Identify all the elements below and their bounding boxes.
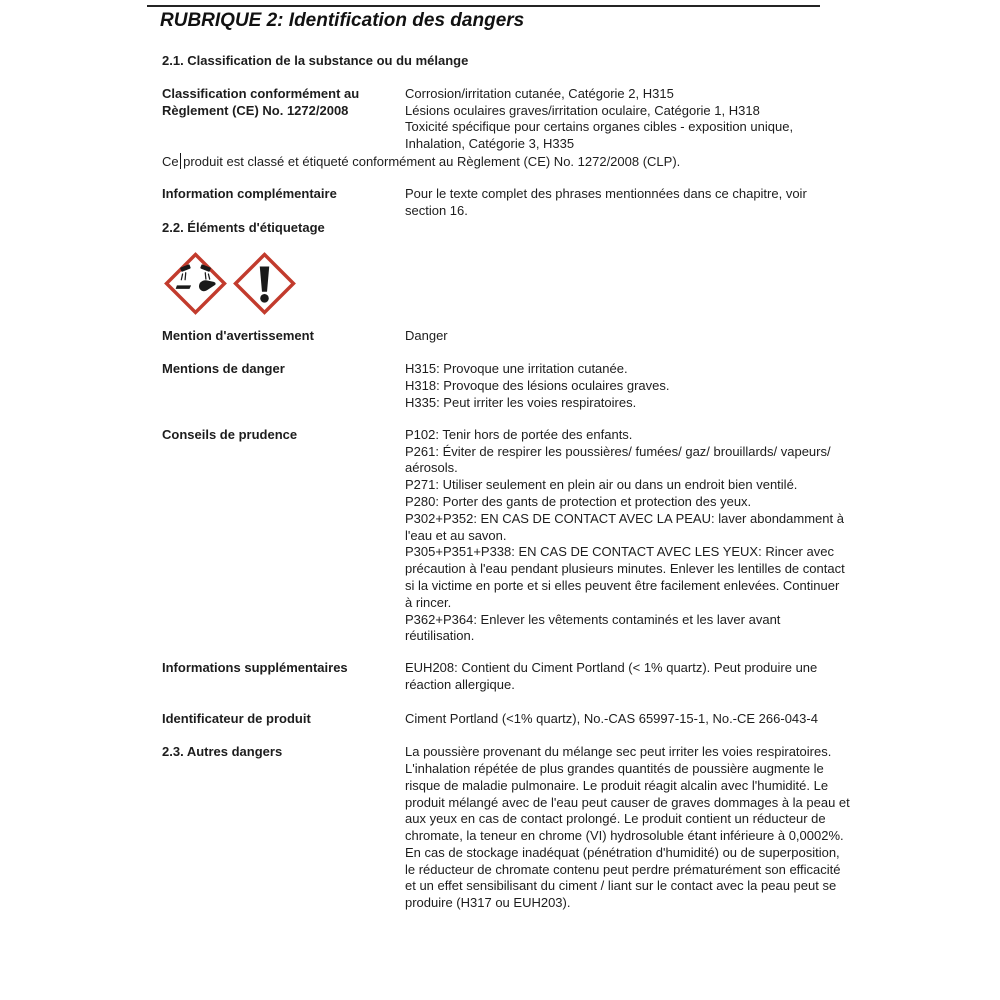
text-cursor xyxy=(180,153,182,169)
other-hazards-text: La poussière provenant du mélange sec peut irriter les voies respiratoires. L'inhalation répétée de plus grandes quantités de poussière augmente le risque de maladie pulmonaire. Le produit réagit alcalin avec l'humidité. Le produit mélangé avec de l'eau peut causer de graves dommages à la peau et aux yeux en cas de contact prolongé. Le produit contient un réducteur de chromate, la teneur en chrome (VI) hydrosoluble étant inférieure à 0,0002%. En cas de stockage inadéquat (pénétration d'humidité) ou de superposition, le réducteur de chromate contenu peut perdre prématurément son efficacité et un effet sensibilisant du ciment / liant sur le contact avec la peau peut se produire (H317 ou EUH203). xyxy=(405,744,850,911)
hazard-statement: H335: Peut irriter les voies respiratoires. xyxy=(405,394,637,410)
other-hazards-row xyxy=(162,744,854,912)
ghs05-corrosion-icon xyxy=(164,252,227,315)
additional-info-row xyxy=(162,186,854,220)
section-title: RUBRIQUE 2: Identification des dangers xyxy=(160,10,525,31)
ghs07-exclamation-icon xyxy=(233,252,296,315)
clp-statement-text-after: produit est classé et étiqueté conformément au Règlement (CE) No. 1272/2008 (CLP). xyxy=(183,153,681,169)
heading-2-2: 2.2. Éléments d'étiquetage xyxy=(162,220,325,236)
precautionary-statement: P305+P351+P338: EN CAS DE CONTACT AVEC LES YEUX: Rincer avec précaution à l'eau pendant plusieurs minutes. Enlever les lentilles de contact si la victime en porte et si elles peuvent être facilement enlevées. Continuer à rincer. xyxy=(405,544,845,610)
signal-word-label: Mention d'avertissement xyxy=(162,328,314,344)
additional-info-label: Information complémentaire xyxy=(162,185,337,201)
product-identifier-label: Identificateur de produit xyxy=(162,710,311,726)
ghs-pictograms xyxy=(164,252,854,315)
additional-info-value: Pour le texte complet des phrases mentionnées dans ce chapitre, voir section 16. xyxy=(405,185,807,218)
clp-statement[interactable] xyxy=(162,153,854,171)
supplementary-info-row xyxy=(162,660,854,694)
signal-word-value: Danger xyxy=(405,328,448,344)
hazard-statement: H315: Provoque une irritation cutanée. xyxy=(405,360,628,376)
hazard-statements-list xyxy=(405,361,850,411)
precautionary-statement: P261: Éviter de respirer les poussières/ fumées/ gaz/ brouillards/ vapeurs/ aérosols. xyxy=(405,443,831,476)
classification-entry: Corrosion/irritation cutanée, Catégorie 2, H315 xyxy=(405,85,674,101)
precautionary-statement: P280: Porter des gants de protection et protection des yeux. xyxy=(405,494,752,510)
precautionary-statement: P102: Tenir hors de portée des enfants. xyxy=(405,426,633,442)
precautionary-statements-label: Conseils de prudence xyxy=(162,426,298,442)
classification-entry: Toxicité spécifique pour certains organes cibles - exposition unique, Inhalation, Catégorie 3, H335 xyxy=(405,119,794,152)
precautionary-statements-row xyxy=(162,427,854,645)
clp-statement-text-before: Ce xyxy=(162,153,179,169)
hazard-statement: H318: Provoque des lésions oculaires graves. xyxy=(405,377,670,393)
classification-row xyxy=(162,86,854,153)
heading-2-1: 2.1. Classification de la substance ou du mélange xyxy=(162,53,469,68)
product-identifier-value: Ciment Portland (<1% quartz), No.-CAS 65997-15-1, No.-CE 266-043-4 xyxy=(405,710,818,726)
precautionary-statement: P302+P352: EN CAS DE CONTACT AVEC LA PEAU: laver abondamment à l'eau et au savon. xyxy=(405,510,844,543)
classification-label: Classification conformément au Règlement (CE) No. 1272/2008 xyxy=(162,85,360,118)
hazard-statements-label: Mentions de danger xyxy=(162,360,285,376)
product-identifier-row xyxy=(162,711,854,728)
precautionary-statement: P271: Utiliser seulement en plein air ou dans un endroit bien ventilé. xyxy=(405,477,798,493)
supplementary-info-label: Informations supplémentaires xyxy=(162,660,348,676)
classification-values xyxy=(405,86,850,153)
classification-entry: Lésions oculaires graves/irritation oculaire, Catégorie 1, H318 xyxy=(405,102,760,118)
document-content xyxy=(162,0,854,912)
signal-word-row xyxy=(162,328,854,345)
hazard-statements-row xyxy=(162,361,854,411)
heading-2-3: 2.3. Autres dangers xyxy=(162,744,283,760)
precautionary-statements-list xyxy=(405,427,850,645)
supplementary-info-value: EUH208: Contient du Ciment Portland (< 1% quartz). Peut produire une réaction allergique. xyxy=(405,660,818,693)
precautionary-statement: P362+P364: Enlever les vêtements contaminés et les laver avant réutilisation. xyxy=(405,611,781,644)
